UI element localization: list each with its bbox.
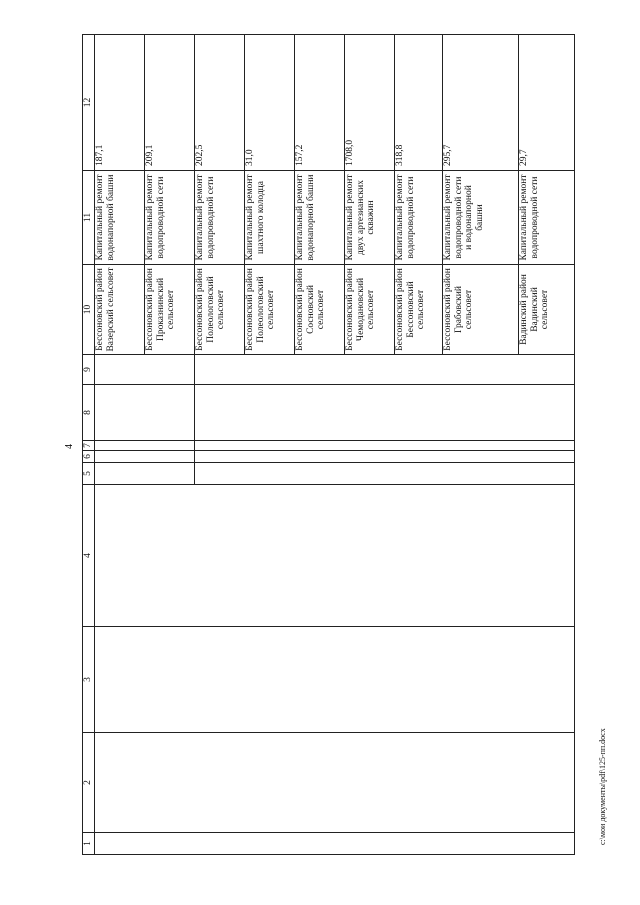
district-cell: Бессоновский район Полеологовский сельсовет [195, 265, 245, 355]
amount-cell: 31,0 [245, 35, 295, 171]
cell-col-4 [95, 485, 575, 627]
page-number: 4 [64, 444, 75, 449]
cell-col-1 [95, 833, 575, 855]
cell-col-6 [95, 451, 195, 463]
district-cell: Бессоновский район Бессоновский сельсовет [395, 265, 443, 355]
district-cell: Бессоновский район Полеологовский сельсовет [245, 265, 295, 355]
work-cell: Капитальный ремонт водопроводной сети и водонапорной башни [443, 171, 519, 265]
cell-col-7 [195, 441, 575, 451]
cell-col-8 [195, 385, 575, 441]
col-num-12: 12 [83, 35, 95, 171]
table-row [95, 35, 145, 855]
works-table [82, 34, 575, 855]
cell-col-2 [95, 733, 575, 833]
cell-col-9 [95, 355, 195, 385]
district-cell: Бессоновский район Грабовский сельсовет [443, 265, 519, 355]
work-cell: Капитальный ремонт водопроводной сети [145, 171, 195, 265]
col-num-8: 8 [83, 385, 95, 441]
amount-cell: 157,2 [295, 35, 345, 171]
col-num-2: 2 [83, 733, 95, 833]
work-cell: Капитальный ремонт водопроводной сети [519, 171, 575, 265]
district-cell: Бессоновский район Чемодановский сельсовет [345, 265, 395, 355]
column-number-row [83, 35, 95, 855]
cell-col-5 [95, 463, 195, 485]
col-num-1: 1 [83, 833, 95, 855]
district-cell: Бессоновский район Сосновский сельсовет [295, 265, 345, 355]
col-num-4: 4 [83, 485, 95, 627]
cell-col-5 [195, 463, 575, 485]
work-cell: Капитальный ремонт шахтного колодца [245, 171, 295, 265]
district-cell: Бессоновский район Проказнинский сельсовет [145, 265, 195, 355]
col-num-7: 7 [83, 441, 95, 451]
cell-col-7 [95, 441, 195, 451]
col-num-6: 6 [83, 451, 95, 463]
work-cell: Капитальный ремонт водопроводной сети [195, 171, 245, 265]
amount-cell: 318,8 [395, 35, 443, 171]
col-num-9: 9 [83, 355, 95, 385]
amount-cell: 1708,0 [345, 35, 395, 171]
col-num-10: 10 [83, 265, 95, 355]
work-cell: Капитальный ремонт двух артезианских скважин [345, 171, 395, 265]
work-cell: Капитальный ремонт водопроводной сети [395, 171, 443, 265]
col-num-5: 5 [83, 463, 95, 485]
amount-cell: 187,1 [95, 35, 145, 171]
amount-cell: 29,7 [519, 35, 575, 171]
cell-col-9 [195, 355, 575, 385]
table-container [82, 35, 575, 855]
cell-col-6 [195, 451, 575, 463]
col-num-3: 3 [83, 627, 95, 733]
amount-cell: 209,1 [145, 35, 195, 171]
work-cell: Капитальный ремонт водонапорной башни [295, 171, 345, 265]
cell-col-3 [95, 627, 575, 733]
amount-cell: 202,5 [195, 35, 245, 171]
amount-cell: 295,7 [443, 35, 519, 171]
district-cell: Вадинский район Вадинский сельсовет [519, 265, 575, 355]
work-cell: Капитальный ремонт водонапорной башни [95, 171, 145, 265]
district-cell: Бессоновский район Вазерский сельсовет [95, 265, 145, 355]
cell-col-8 [95, 385, 195, 441]
file-path-footer: c:\мои документы\pdf\125-пп.docx [598, 728, 607, 845]
col-num-11: 11 [83, 171, 95, 265]
